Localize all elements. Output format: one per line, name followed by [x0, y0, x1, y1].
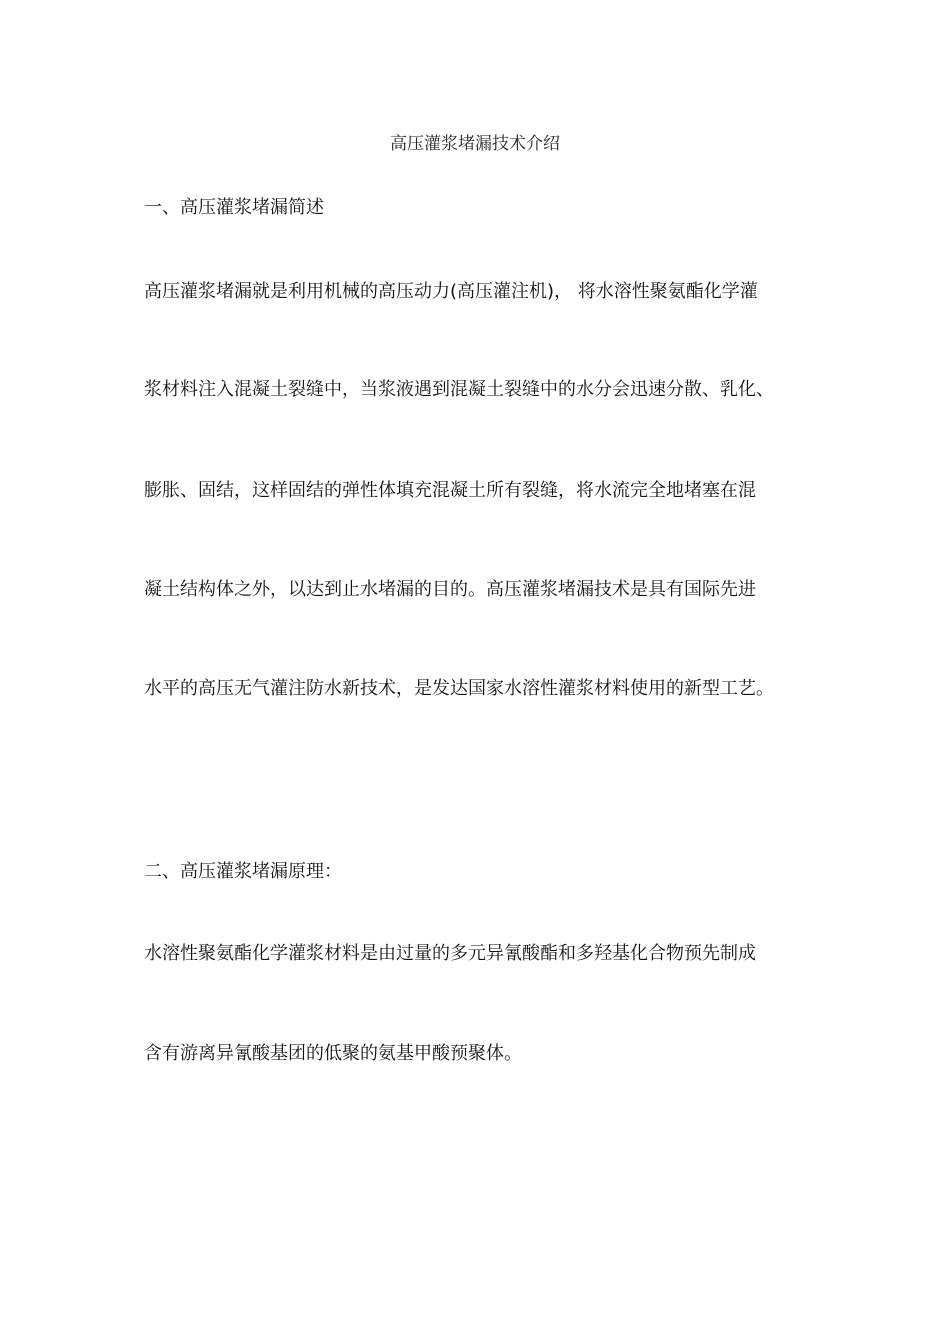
section-2-line-2: 含有游离异氰酸基团的低聚的氨基甲酸预聚体。: [144, 1043, 522, 1064]
section-1-heading: 一、高压灌浆堵漏简述: [144, 197, 324, 218]
document-title: 高压灌浆堵漏技术介绍: [390, 134, 560, 154]
section-1-line-3: 膨胀、固结，这样固结的弹性体填充混凝土所有裂缝，将水流完全地堵塞在混: [144, 480, 756, 501]
section-1-line-2: 浆材料注入混凝土裂缝中，当浆液遇到混凝土裂缝中的水分会迅速分散、乳化、: [144, 379, 774, 400]
section-1-line-1: 高压灌浆堵漏就是利用机械的高压动力(高压灌注机)， 将水溶性聚氨酯化学灌: [144, 281, 758, 302]
section-2-heading: 二、高压灌浆堵漏原理：: [144, 861, 342, 882]
section-1-line-4: 凝土结构体之外，以达到止水堵漏的目的。高压灌浆堵漏技术是具有国际先进: [144, 579, 756, 600]
section-2-line-1: 水溶性聚氨酯化学灌浆材料是由过量的多元异氰酸酯和多羟基化合物预先制成: [144, 943, 756, 964]
section-1-line-5: 水平的高压无气灌注防水新技术，是发达国家水溶性灌浆材料使用的新型工艺。: [144, 678, 774, 699]
